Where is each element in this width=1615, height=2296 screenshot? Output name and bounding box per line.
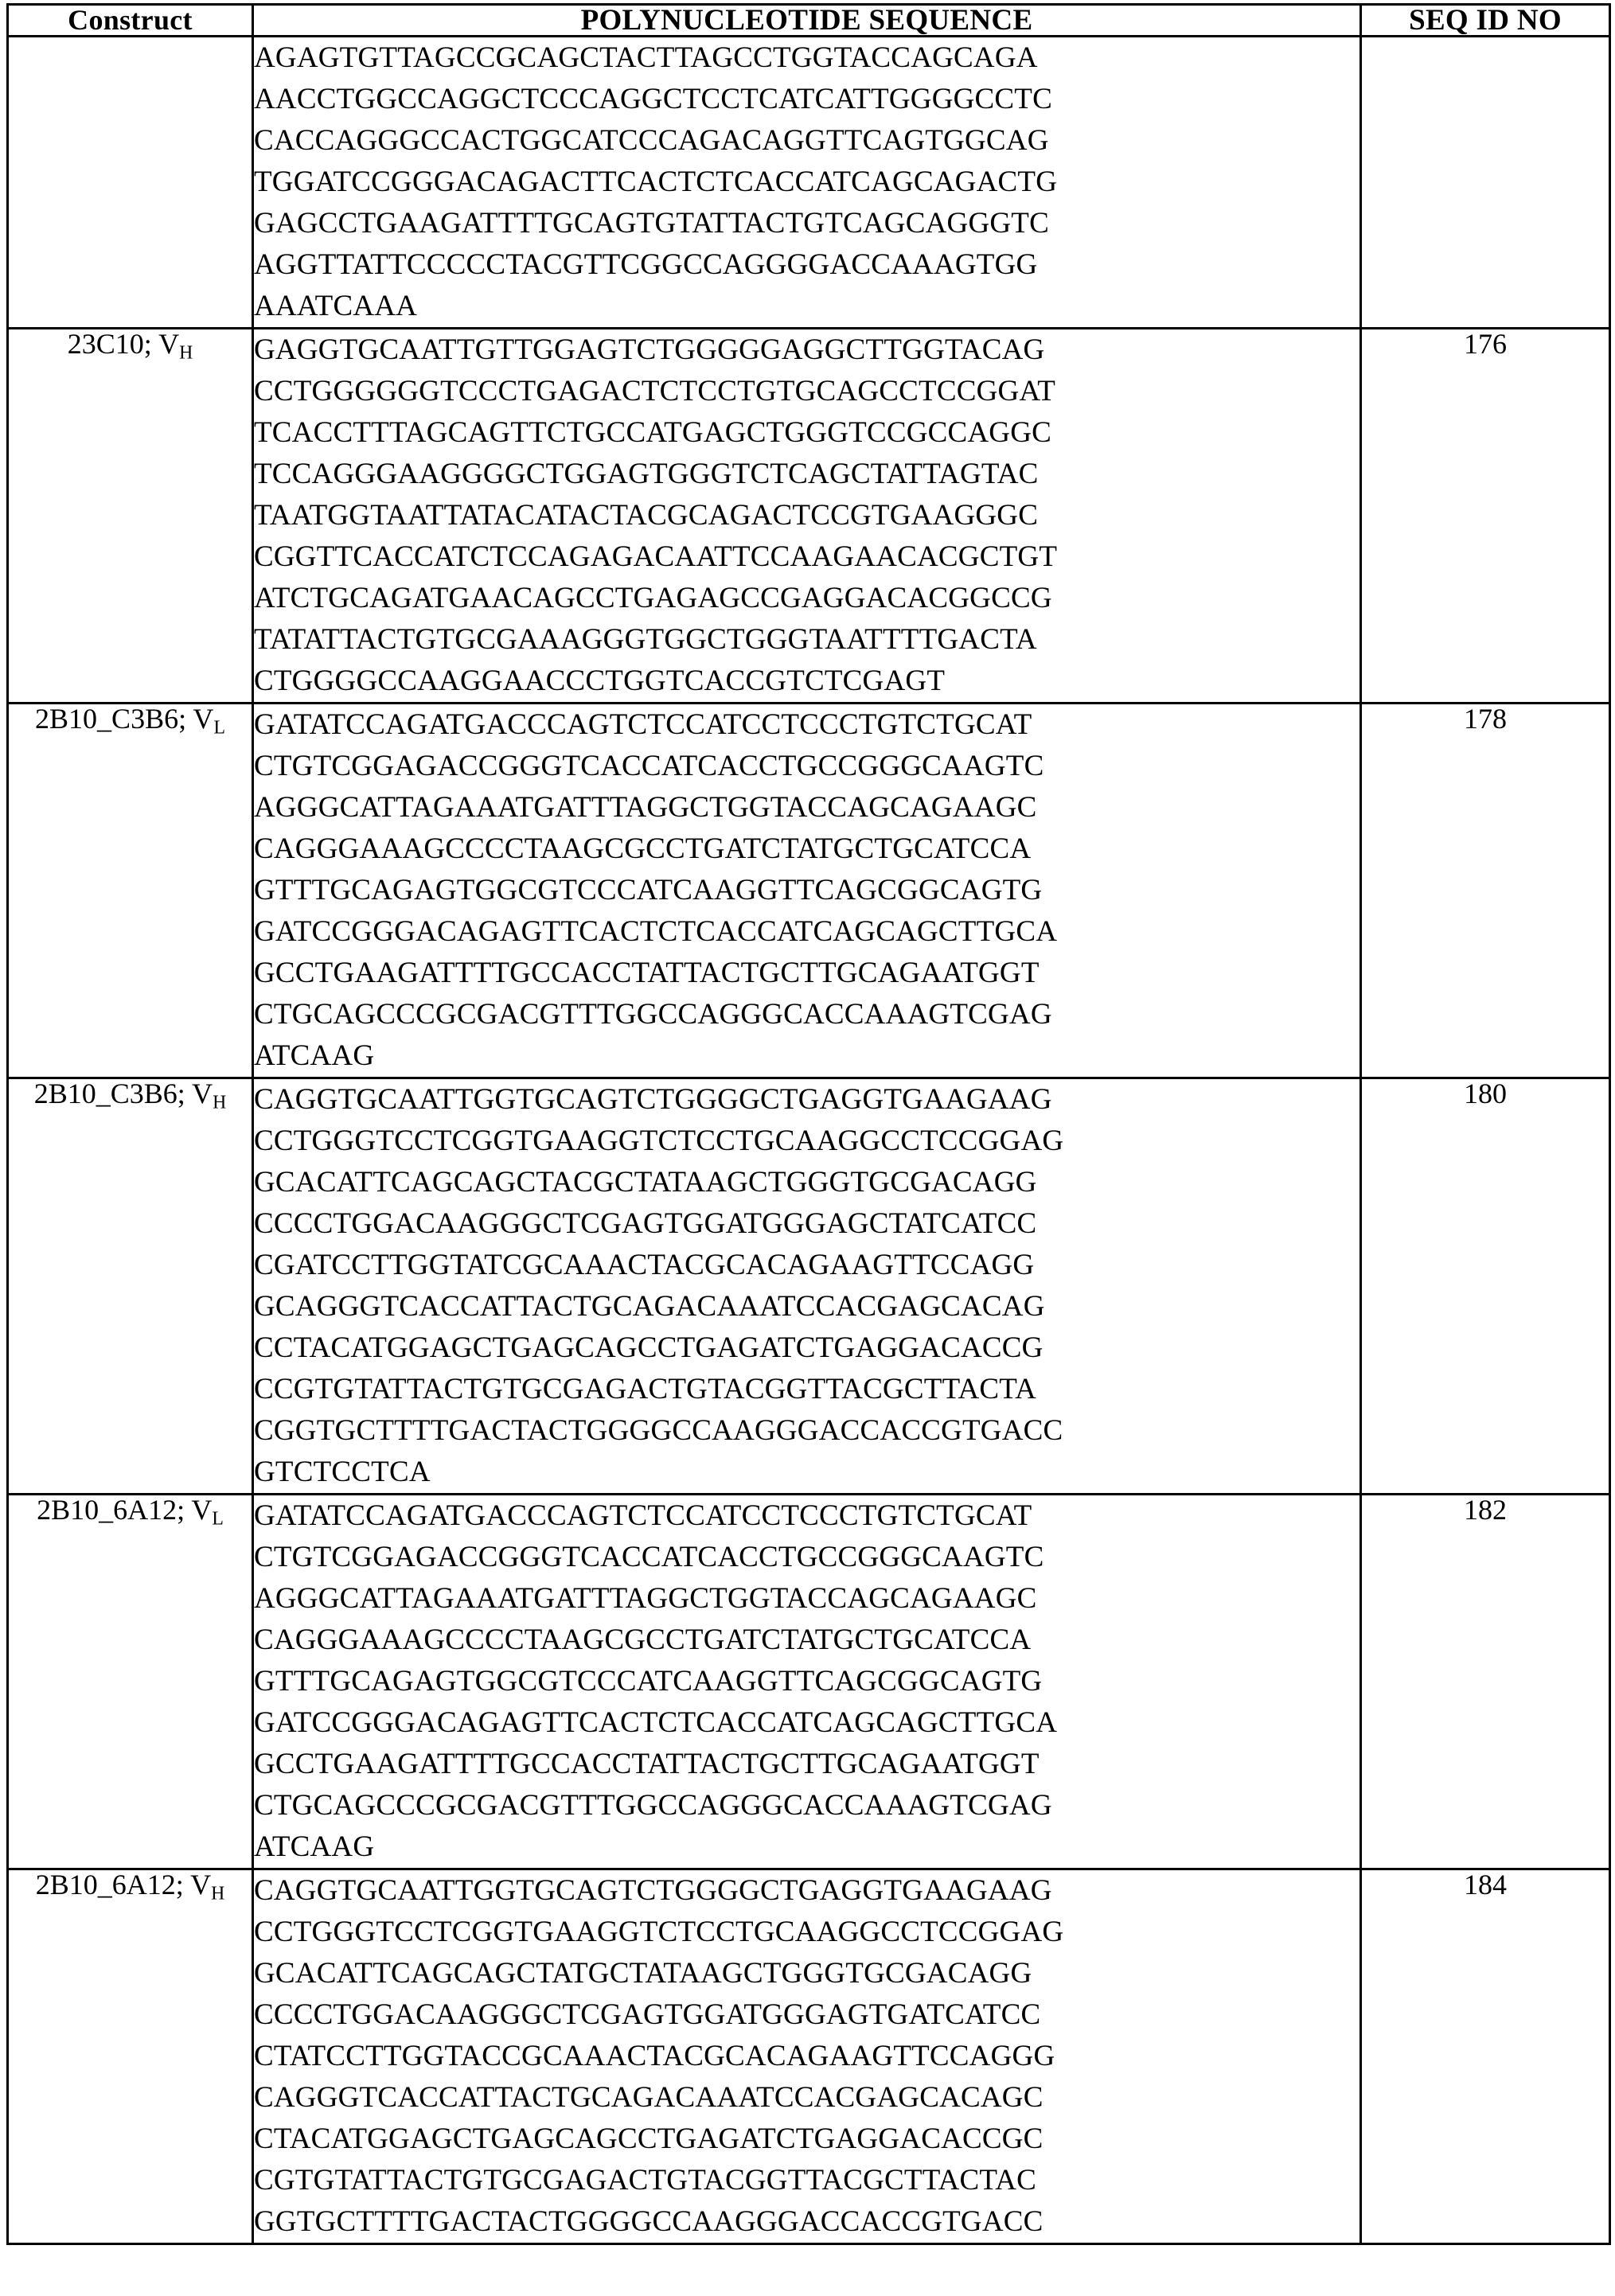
construct-label-subscript: H [179, 342, 193, 364]
sequence-line: GAGGTGCAATTGTTGGAGTCTGGGGGAGGCTTGGTACAG [254, 333, 1045, 366]
sequence-line: CCTGGGGGGTCCCTGAGACTCTCCTGTGCAGCCTCCGGAT [254, 375, 1056, 407]
construct-label-subscript: L [213, 717, 225, 739]
polynucleotide-sequence-table [6, 3, 1611, 2245]
sequence-line: CGGTGCTTTTGACTACTGGGGCCAAGGGACCACCGTGACC [254, 1414, 1063, 1447]
sequence-line: CAGGTGCAATTGGTGCAGTCTGGGGCTGAGGTGAAGAAG [254, 1083, 1052, 1116]
table-row [8, 1078, 1610, 1495]
sequence-line: GATATCCAGATGACCCAGTCTCCATCCTCCCTGTCTGCAT [254, 1499, 1032, 1532]
sequence-cell [253, 1078, 1361, 1495]
sequence-line: CACCAGGGCCACTGGCATCCCAGACAGGTTCAGTGGCAG [254, 124, 1049, 157]
seq-id-no-cell [1361, 37, 1610, 329]
seq-id-no-value: 178 [1464, 703, 1507, 735]
construct-cell [8, 704, 253, 1078]
sequence-line: ATCTGCAGATGAACAGCCTGAGAGCCGAGGACACGGCCG [254, 582, 1052, 614]
sequence-line: CCTACATGGAGCTGAGCAGCCTGAGATCTGAGGACACCG [254, 1331, 1044, 1364]
sequence-line: GTTTGCAGAGTGGCGTCCCATCAAGGTTCAGCGGCAGTG [254, 874, 1043, 906]
sequence-line: CTGTCGGAGACCGGGTCACCATCACCTGCCGGGCAAGTC [254, 750, 1044, 782]
construct-cell [8, 1495, 253, 1869]
sequence-line: CTGCAGCCCGCGACGTTTGGCCAGGGCACCAAAGTCGAG [254, 1789, 1052, 1822]
sequence-line: GAGCCTGAAGATTTTGCAGTGTATTACTGTCAGCAGGGTC [254, 207, 1049, 240]
sequence-line: CCTGGGTCCTCGGTGAAGGTCTCCTGCAAGGCCTCCGGAG [254, 1916, 1064, 1948]
sequence-line: CTATCCTTGGTACCGCAAACTACGCACAGAAGTTCCAGGG [254, 2040, 1055, 2072]
sequence-line: CTACATGGAGCTGAGCAGCCTGAGATCTGAGGACACCGC [254, 2123, 1044, 2155]
column-header-construct: Construct [8, 5, 253, 37]
sequence-line: ATCAAG [254, 1830, 375, 1863]
sequence-line: CAGGGAAAGCCCCTAAGCGCCTGATCTATGCTGCATCCA [254, 832, 1032, 865]
sequence-line: GGTGCTTTTGACTACTGGGGCCAAGGGACCACCGTGACC [254, 2205, 1044, 2238]
sequence-line: GATCCGGGACAGAGTTCACTCTCACCATCAGCAGCTTGCA [254, 1706, 1058, 1739]
sequence-line: GCACATTCAGCAGCTACGCTATAAGCTGGGTGCGACAGG [254, 1166, 1037, 1199]
sequence-line: CCCCTGGACAAGGGCTCGAGTGGATGGGAGCTATCATCC [254, 1207, 1037, 1240]
table-body [8, 37, 1610, 2244]
seq-id-no-cell [1361, 704, 1610, 1078]
construct-label: 2B10_C3B6; V [35, 703, 214, 735]
sequence-line: CTGCAGCCCGCGACGTTTGGCCAGGGCACCAAAGTCGAG [254, 998, 1052, 1031]
construct-label-subscript: H [213, 1092, 227, 1113]
construct-label: 2B10_6A12; V [37, 1494, 213, 1526]
column-header-seq-id-no: SEQ ID NO [1361, 5, 1610, 37]
construct-cell [8, 1869, 253, 2244]
sequence-line: GATATCCAGATGACCCAGTCTCCATCCTCCCTGTCTGCAT [254, 708, 1032, 741]
seq-id-no-cell [1361, 329, 1610, 704]
seq-id-no-value: 180 [1464, 1078, 1507, 1109]
sequence-line: GCAGGGTCACCATTACTGCAGACAAATCCACGAGCACAG [254, 1290, 1045, 1323]
table-header-row [8, 5, 1610, 37]
sequence-line: TGGATCCGGGACAGACTTCACTCTCACCATCAGCAGACTG [254, 166, 1058, 198]
sequence-line: CCCCTGGACAAGGGCTCGAGTGGATGGGAGTGATCATCC [254, 1998, 1041, 2031]
sequence-line: GCACATTCAGCAGCTATGCTATAAGCTGGGTGCGACAGG [254, 1957, 1032, 1990]
sequence-line: AGGTTATTCCCCCTACGTTCGGCCAGGGGACCAAAGTGG [254, 248, 1038, 281]
sequence-line: CAGGGTCACCATTACTGCAGACAAATCCACGAGCACAGC [254, 2081, 1044, 2114]
sequence-cell [253, 1869, 1361, 2244]
construct-label: 23C10; V [67, 328, 180, 360]
sequence-line: AACCTGGCCAGGCTCCCAGGCTCCTCATCATTGGGGCCTC [254, 83, 1052, 115]
table-row [8, 329, 1610, 704]
table-header [8, 5, 1610, 37]
sequence-line: CTGTCGGAGACCGGGTCACCATCACCTGCCGGGCAAGTC [254, 1541, 1044, 1573]
sequence-line: TCACCTTTAGCAGTTCTGCCATGAGCTGGGTCCGCCAGGC [254, 416, 1052, 449]
sequence-line: CCGTGTATTACTGTGCGAGACTGTACGGTTACGCTTACTA [254, 1373, 1037, 1405]
sequence-line: ATCAAG [254, 1039, 375, 1072]
sequence-line: CGGTTCACCATCTCCAGAGACAATTCCAAGAACACGCTGT [254, 540, 1058, 573]
sequence-line: GCCTGAAGATTTTGCCACCTATTACTGCTTGCAGAATGGT [254, 957, 1040, 989]
construct-label: 2B10_C3B6; V [33, 1078, 213, 1109]
sequence-line: TATATTACTGTGCGAAAGGGTGGCTGGGTAATTTTGACTA [254, 623, 1037, 656]
sequence-line: GTTTGCAGAGTGGCGTCCCATCAAGGTTCAGCGGCAGTG [254, 1665, 1043, 1698]
sequence-cell [253, 37, 1361, 329]
construct-cell [8, 1078, 253, 1495]
seq-id-no-cell [1361, 1495, 1610, 1869]
seq-id-no-cell [1361, 1078, 1610, 1495]
construct-cell [8, 329, 253, 704]
sequence-cell [253, 704, 1361, 1078]
sequence-cell [253, 1495, 1361, 1869]
construct-cell [8, 37, 253, 329]
construct-label: 2B10_6A12; V [35, 1869, 212, 1900]
column-header-polynucleotide-sequence: POLYNUCLEOTIDE SEQUENCE [253, 5, 1361, 37]
construct-label-subscript: L [212, 1508, 224, 1530]
seq-id-no-value: 182 [1464, 1494, 1507, 1526]
sequence-line: CAGGTGCAATTGGTGCAGTCTGGGGCTGAGGTGAAGAAG [254, 1874, 1052, 1907]
sequence-line: AGGGCATTAGAAATGATTTAGGCTGGTACCAGCAGAAGC [254, 1582, 1037, 1615]
sequence-line: GTCTCCTCA [254, 1456, 431, 1488]
sequence-line: TAATGGTAATTATACATACTACGCAGACTCCGTGAAGGGC [254, 499, 1039, 532]
seq-id-no-value: 176 [1464, 328, 1507, 360]
seq-id-no-cell [1361, 1869, 1610, 2244]
sequence-line: CAGGGAAAGCCCCTAAGCGCCTGATCTATGCTGCATCCA [254, 1624, 1032, 1656]
construct-label-subscript: H [211, 1883, 225, 1904]
seq-id-no-value: 184 [1464, 1869, 1507, 1900]
table-row [8, 704, 1610, 1078]
table-row [8, 37, 1610, 329]
sequence-line: AGAGTGTTAGCCGCAGCTACTTAGCCTGGTACCAGCAGA [254, 41, 1038, 74]
sequence-line: GCCTGAAGATTTTGCCACCTATTACTGCTTGCAGAATGGT [254, 1748, 1040, 1780]
sequence-line: AGGGCATTAGAAATGATTTAGGCTGGTACCAGCAGAAGC [254, 791, 1037, 824]
sequence-line: AAATCAAA [254, 290, 418, 322]
sequence-line: CGATCCTTGGTATCGCAAACTACGCACAGAAGTTCCAGG [254, 1249, 1035, 1281]
sequence-line: TCCAGGGAAGGGGCTGGAGTGGGTCTCAGCTATTAGTAC [254, 458, 1039, 490]
sequence-line: CTGGGGCCAAGGAACCCTGGTCACCGTCTCGAGT [254, 665, 946, 697]
table-row [8, 1495, 1610, 1869]
sequence-line: CGTGTATTACTGTGCGAGACTGTACGGTTACGCTTACTAC [254, 2164, 1037, 2197]
sequence-cell [253, 329, 1361, 704]
table-row [8, 1869, 1610, 2244]
sequence-line: CCTGGGTCCTCGGTGAAGGTCTCCTGCAAGGCCTCCGGAG [254, 1125, 1064, 1157]
sequence-line: GATCCGGGACAGAGTTCACTCTCACCATCAGCAGCTTGCA [254, 915, 1058, 948]
